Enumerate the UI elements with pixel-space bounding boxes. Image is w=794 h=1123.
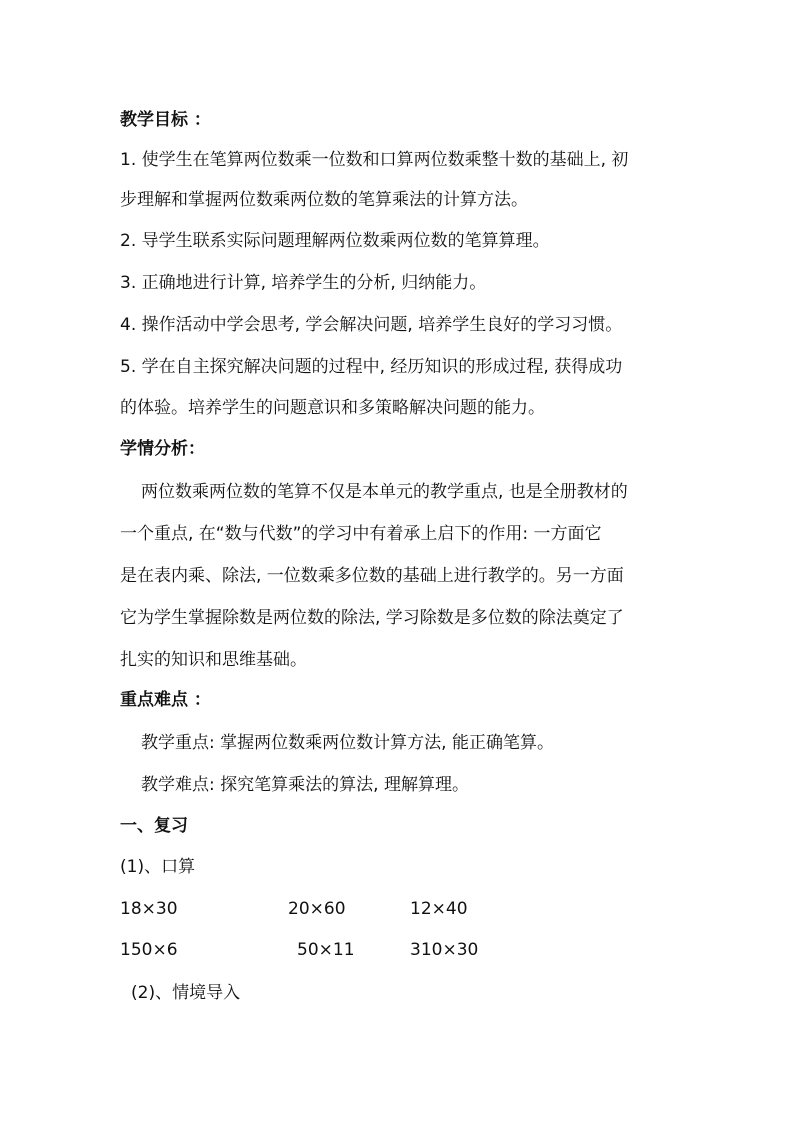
- calc-problem: 18×30: [120, 899, 178, 919]
- review-mental-calc-label: (1)、口算: [120, 857, 196, 877]
- keypoint-focus: 教学重点: 掌握两位数乘两位数计算方法, 能正确笔算。: [141, 733, 554, 753]
- objective-item-1-line-1: 1. 使学生在笔算两位数乘一位数和口算两位数乘整十数的基础上, 初: [120, 150, 629, 170]
- objective-item-5-line-1: 5. 学在自主探究解决问题的过程中, 经历知识的形成过程, 获得成功: [120, 357, 623, 377]
- calc-problem: 50×11: [297, 940, 355, 960]
- objective-item-5-line-2: 的体验。培养学生的问题意识和多策略解决问题的能力。: [120, 398, 545, 418]
- analysis-line-4: 它为学生掌握除数是两位数的除法, 学习除数是多位数的除法奠定了: [120, 608, 624, 628]
- review-heading: 一、复习: [120, 816, 188, 836]
- analysis-line-5: 扎实的知识和思维基础。: [120, 650, 307, 670]
- objective-item-3: 3. 正确地进行计算, 培养学生的分析, 归纳能力。: [120, 273, 487, 293]
- analysis-line-1: 两位数乘两位数的笔算不仅是本单元的教学重点, 也是全册教材的: [141, 482, 628, 502]
- keypoints-heading: 重点难点 ：: [120, 690, 211, 710]
- objectives-heading: 教学目标 ：: [120, 110, 211, 130]
- keypoint-difficulty: 教学难点: 探究笔算乘法的算法, 理解算理。: [141, 775, 469, 795]
- objective-item-1-line-2: 步理解和掌握两位数乘两位数的笔算乘法的计算方法。: [120, 190, 528, 210]
- analysis-line-2: 一个重点, 在“数与代数”的学习中有着承上启下的作用: 一方面它: [120, 524, 602, 544]
- review-scenario-label: (2)、情境导入: [131, 983, 241, 1003]
- objective-item-4: 4. 操作活动中学会思考, 学会解决问题, 培养学生良好的学习习惯。: [120, 315, 623, 335]
- analysis-heading: 学情分析：: [120, 439, 205, 459]
- objective-item-2: 2. 导学生联系实际问题理解两位数乘两位数的笔算算理。: [120, 231, 550, 251]
- calc-problem: 12×40: [410, 899, 468, 919]
- calc-problem: 310×30: [410, 940, 479, 960]
- analysis-line-3: 是在表内乘、除法, 一位数乘多位数的基础上进行教学的。另一方面: [120, 566, 624, 586]
- calc-problem: 150×6: [120, 940, 178, 960]
- calc-problem: 20×60: [288, 899, 346, 919]
